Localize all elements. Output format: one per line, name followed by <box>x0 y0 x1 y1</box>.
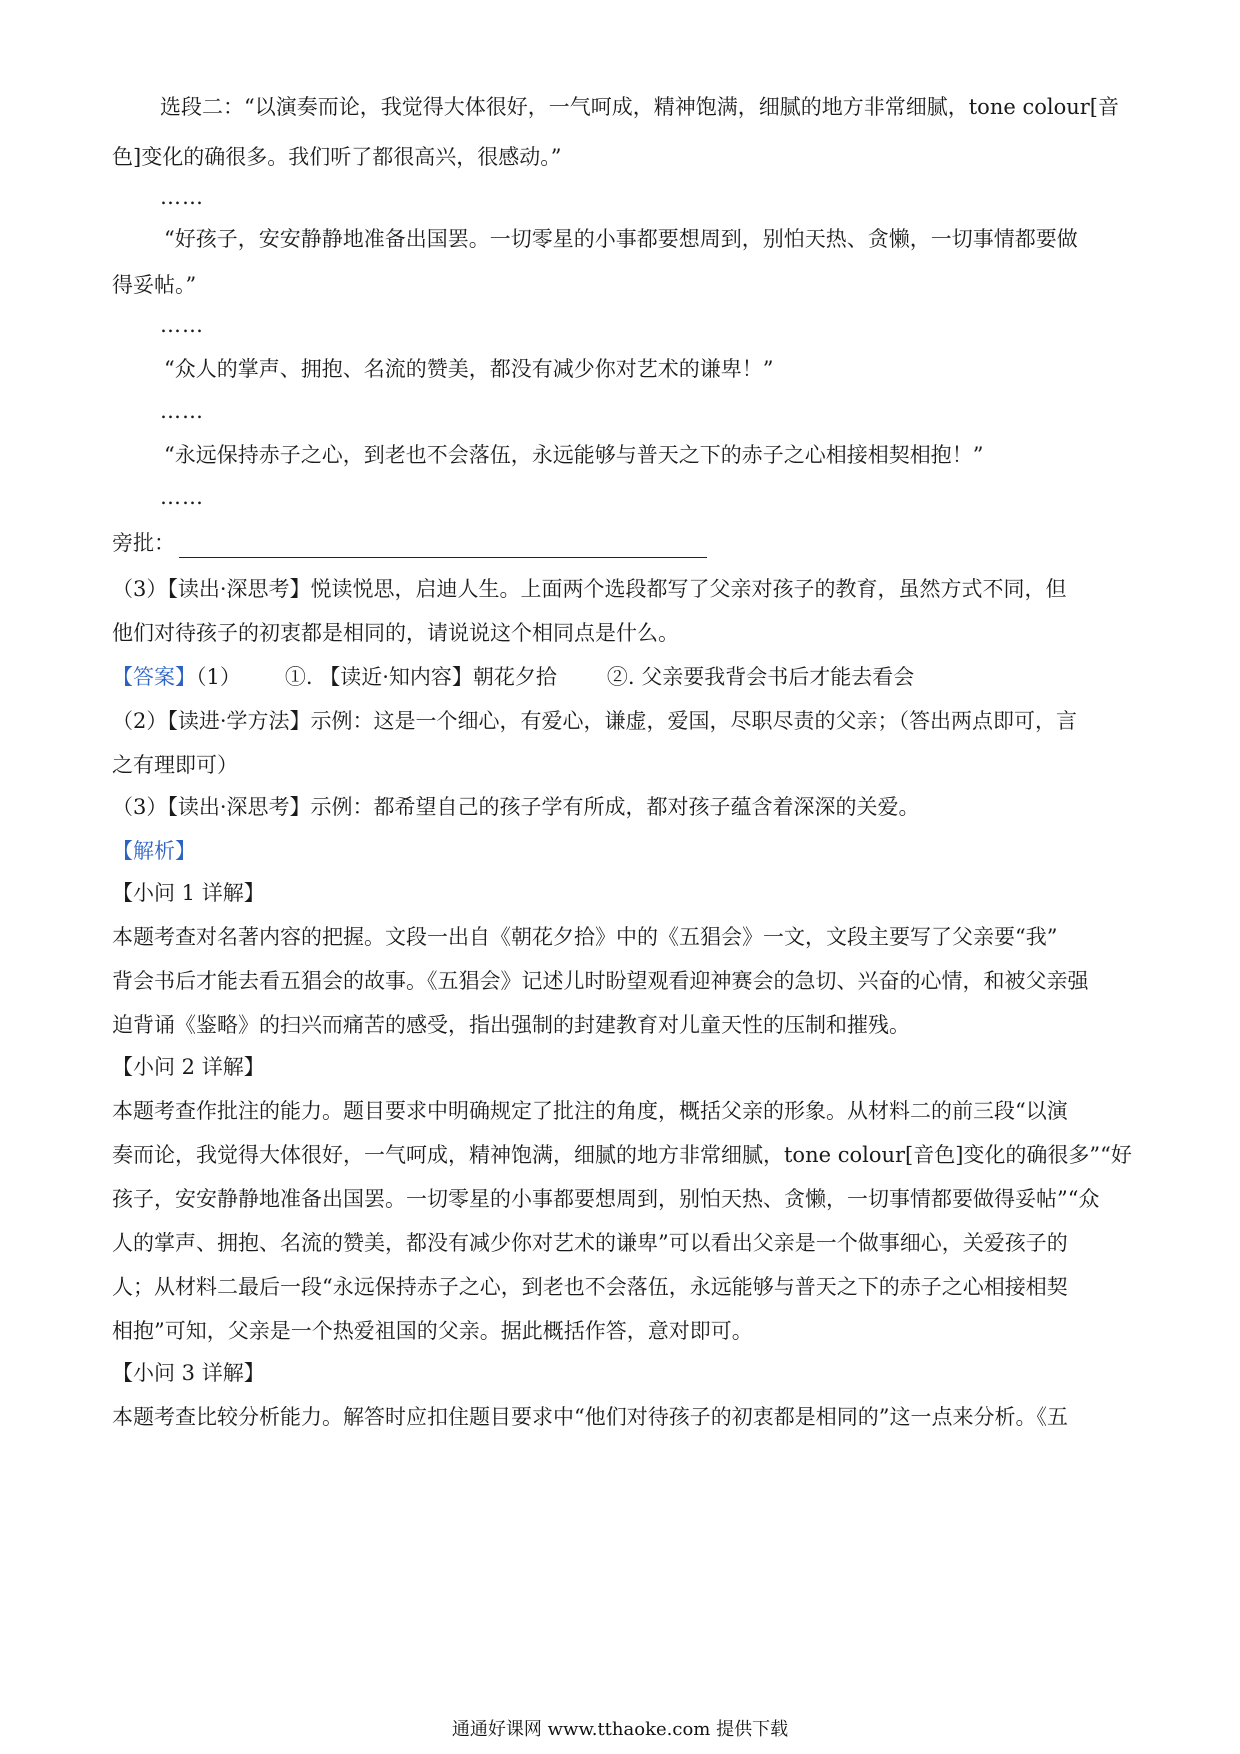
answer-1-part-1: ①. 【读近·知内容】朝花夕拾 <box>284 665 557 689</box>
sub-question-2-line-6: 相抱”可知，父亲是一个热爱祖国的父亲。据此概括作答，意对即可。 <box>112 1319 753 1343</box>
excerpt2-para2-line-1: “好孩子，安安静静地准备出国罢。一切零星的小事都要想周到，别怕天热、贪懒，一切事情都要做 <box>164 227 1078 251</box>
side-note-blank[interactable] <box>179 535 707 558</box>
answer-2-line-1: （2）【读进·学方法】示例：这是一个细心，有爱心，谦虚，爱国，尽职尽责的父亲；（答出两点即可，言 <box>112 709 1078 733</box>
side-note-label: 旁批： <box>112 531 175 555</box>
answer-2-line-2: 之有理即可） <box>112 753 238 777</box>
sub-question-2-line-5: 人；从材料二最后一段“永远保持赤子之心，到老也不会落伍，永远能够与普天之下的赤子之心相接相契 <box>112 1275 1068 1299</box>
question-3-line-1: （3）【读出·深思考】悦读悦思，启迪人生。上面两个选段都写了父亲对孩子的教育，虽然方式不同，但 <box>112 577 1067 601</box>
answer-3: （3）【读出·深思考】示例：都希望自己的孩子学有所成，都对孩子蕴含着深深的关爱。 <box>112 795 920 819</box>
ellipsis: …… <box>160 485 204 509</box>
sub-question-2-line-3: 孩子，安安静静地准备出国罢。一切零星的小事都要想周到，别怕天热、贪懒，一切事情都要做得妥帖”“众 <box>112 1187 1100 1211</box>
excerpt2-line-1: 选段二：“以演奏而论，我觉得大体很好，一气呵成，精神饱满，细腻的地方非常细腻，tone colour[音 <box>160 95 1119 119</box>
side-note-row <box>112 528 1132 558</box>
answer-row-1 <box>112 662 1132 692</box>
excerpt2-line-2: 色]变化的确很多。我们听了都很高兴，很感动。” <box>112 145 562 169</box>
answer-1-part-2: ②. 父亲要我背会书后才能去看会 <box>606 665 915 689</box>
sub-question-2-line-4: 人的掌声、拥抱、名流的赞美，都没有减少你对艺术的谦卑”可以看出父亲是一个做事细心，关爱孩子的 <box>112 1231 1068 1255</box>
question-3-line-2: 他们对待孩子的初衷都是相同的，请说说这个相同点是什么。 <box>112 621 679 645</box>
excerpt2-para2-line-2: 得妥帖。” <box>112 273 197 297</box>
sub-question-1-line-3: 迫背诵《鉴略》的扫兴而痛苦的感受，指出强制的封建教育对儿童天性的压制和摧残。 <box>112 1013 910 1037</box>
sub-question-3-title: 【小问 3 详解】 <box>112 1361 265 1385</box>
sub-question-1-title: 【小问 1 详解】 <box>112 881 265 905</box>
sub-question-1-line-2: 背会书后才能去看五猖会的故事。《五猖会》记述儿时盼望观看迎神赛会的急切、兴奋的心情，和被父亲强 <box>112 969 1089 993</box>
ellipsis: …… <box>160 313 204 337</box>
answer-1-number: （1） <box>196 665 241 689</box>
sub-question-3-line-1: 本题考查比较分析能力。解答时应扣住题目要求中“他们对待孩子的初衷都是相同的”这一点来分析。《五 <box>112 1405 1068 1429</box>
analysis-label: 【解析】 <box>112 839 196 863</box>
excerpt2-para4: “永远保持赤子之心，到老也不会落伍，永远能够与普天之下的赤子之心相接相契相抱！” <box>164 443 984 467</box>
sub-question-2-line-2: 奏而论，我觉得大体很好，一气呵成，精神饱满，细腻的地方非常细腻，tone colour[音色]变化的确很多”“好 <box>112 1143 1132 1167</box>
sub-question-1-line-1: 本题考查对名著内容的把握。文段一出自《朝花夕拾》中的《五猖会》一文，文段主要写了父亲要“我” <box>112 925 1058 949</box>
sub-question-2-title: 【小问 2 详解】 <box>112 1055 265 1079</box>
sub-question-2-line-1: 本题考查作批注的能力。题目要求中明确规定了批注的角度，概括父亲的形象。从材料二的前三段“以演 <box>112 1099 1068 1123</box>
ellipsis: …… <box>160 185 204 209</box>
excerpt2-para3: “众人的掌声、拥抱、名流的赞美，都没有减少你对艺术的谦卑！” <box>164 357 774 381</box>
footer-source: 通通好课网 www.tthaoke.com 提供下载 <box>451 1719 789 1740</box>
answer-label: 【答案】 <box>112 665 196 689</box>
ellipsis: …… <box>160 399 204 423</box>
